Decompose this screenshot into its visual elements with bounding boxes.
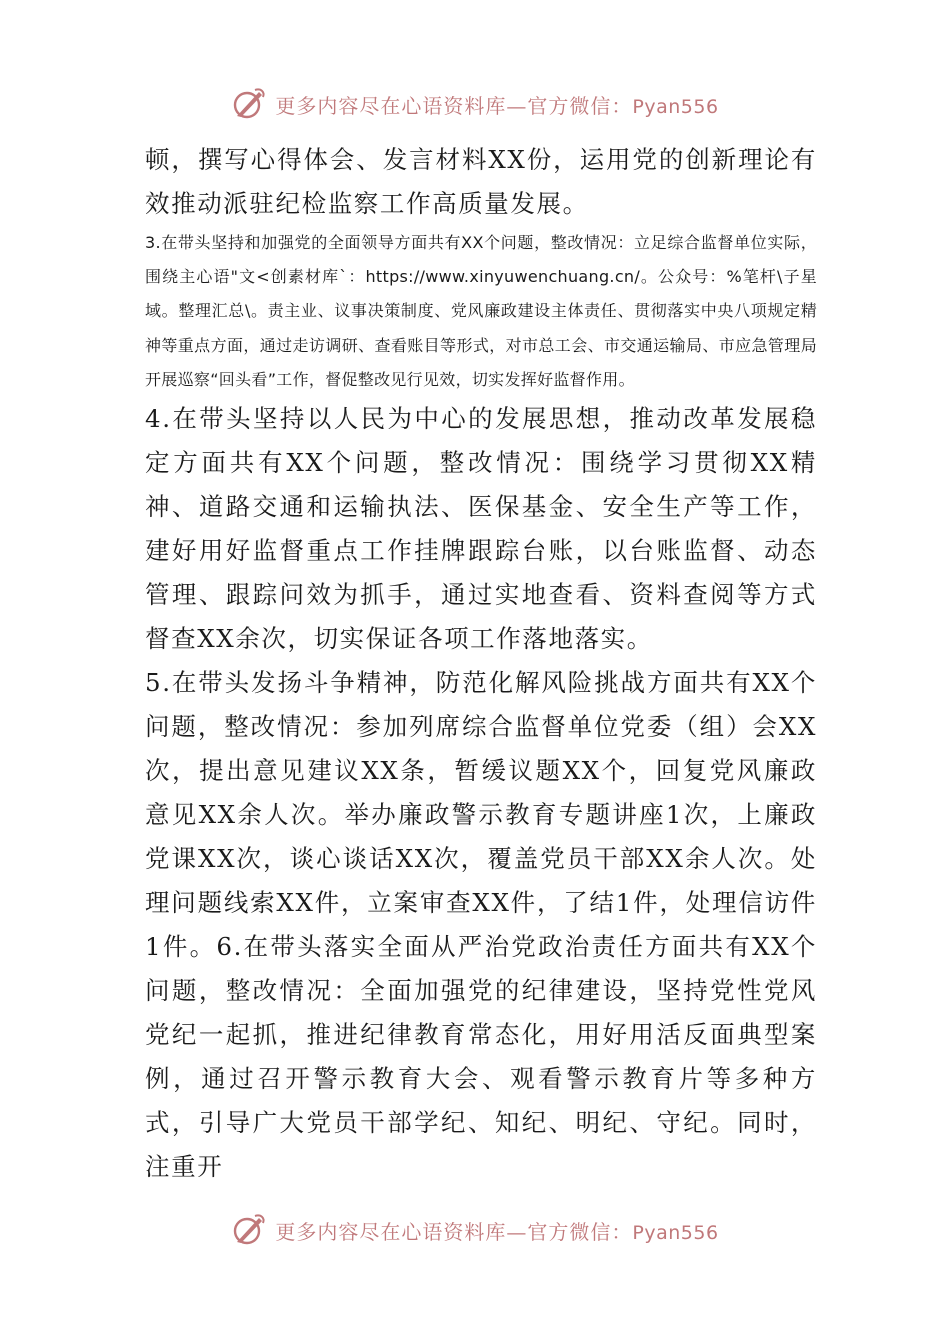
quill-logo-icon — [231, 86, 267, 122]
quill-logo-icon — [231, 1212, 267, 1248]
paragraph-1: 顿，撰写心得体会、发言材料XX份，运用党的创新理论有效推动派驻纪检监察工作高质量发展。 — [145, 145, 817, 218]
footer-banner-main: 更多内容尽在心语资料库—官方微信： — [275, 1219, 633, 1244]
header-banner-text — [275, 90, 718, 119]
footer-banner-text — [275, 1216, 718, 1245]
header-banner — [0, 82, 950, 126]
document-body — [145, 138, 817, 1189]
paragraph-3: 4.在带头坚持以人民为中心的发展思想，推动改革发展稳定方面共有XX个问题，整改情况：围绕学习贯彻XX精神、道路交通和运输执法、医保基金、安全生产等工作，建好用好监督重点工作挂牌跟踪台账，以台账监督、动态管理、跟踪问效为抓手，通过实地查看、资料查阅等方式督查XX余次，切实保证各项工作落地落实。 — [145, 404, 817, 654]
paragraph-2: 3.在带头坚持和加强党的全面领导方面共有XX个问题，整改情况：立足综合监督单位实际，围绕主心语"文<创素材库`：https://www.xinyuwenchuang.cn/。公众号：%笔杆\子星域。整理汇总\。责主业、议事决策制度、党风廉政建设主体责任、贯彻落实中央八项规定精神等重点方面，通过走访调研、查看账目等形式，对市总工会、市交通运输局、市应急管理局开展巡察“回头看”工作，督促整改见行见效，切实发挥好监督作用。 — [145, 233, 817, 389]
header-banner-main: 更多内容尽在心语资料库—官方微信： — [275, 93, 633, 118]
footer-banner-id: Pyan556 — [632, 1221, 719, 1244]
header-banner-id: Pyan556 — [632, 95, 719, 118]
footer-banner — [0, 1208, 950, 1252]
paragraph-4: 5.在带头发扬斗争精神，防范化解风险挑战方面共有XX个问题，整改情况：参加列席综合监督单位党委（组）会XX次，提出意见建议XX条，暂缓议题XX个，回复党风廉政意见XX余人次。举办廉政警示教育专题讲座1次，上廉政党课XX次，谈心谈话XX次，覆盖党员干部XX余人次。处理问题线索XX件，立案审查XX件，了结1件，处理信访件1件。6.在带头落实全面从严治党政治责任方面共有XX个问题，整改情况：全面加强党的纪律建设，坚持党性党风党纪一起抓，推进纪律教育常态化，用好用活反面典型案例，通过召开警示教育大会、观看警示教育片等多种方式，引导广大党员干部学纪、知纪、明纪、守纪。同时，注重开 — [145, 668, 817, 1182]
